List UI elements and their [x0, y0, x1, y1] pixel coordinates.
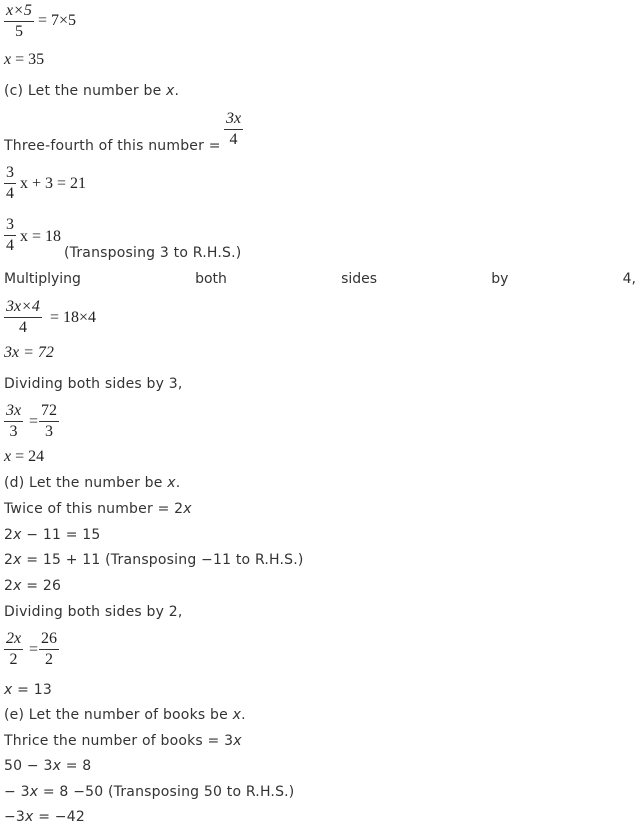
equation-e2: − 3x = 8 −50 (Transposing 50 to R.H.S.) [4, 784, 295, 800]
equation-rhs: = 7×5 [38, 12, 77, 29]
transposing-note: (Transposing 3 to R.H.S.) [64, 245, 242, 261]
fraction-3x-times-4-over-4: 3x×4 4 [6, 298, 40, 336]
equals-sign: = [29, 413, 39, 430]
dividing-by-3: Dividing both sides by 3, [4, 376, 183, 392]
numerator: x×5 [6, 2, 32, 19]
equation-x-13: x = 13 [4, 682, 52, 698]
denominator: 4 [229, 131, 238, 148]
multiplying-line: Multiplying both sides by 4, [4, 271, 636, 287]
twice-statement: Twice of this number = 2x [4, 501, 192, 517]
part-d-heading: (d) Let the number be x. [4, 475, 181, 491]
equation-rhs: x + 3 = 21 [20, 175, 87, 192]
equation-rhs: = 18×4 [50, 309, 97, 326]
equation-e3: −3x = −42 [4, 809, 85, 825]
fraction-2x-over-2: 2x 2 [6, 630, 22, 668]
part-e-heading: (e) Let the number of books be x. [4, 707, 246, 723]
fraction-3x-over-3: 3x 3 [6, 402, 22, 440]
equation-x-24: x = 24 [4, 448, 45, 465]
denominator: 5 [14, 23, 23, 40]
equation-rhs: x = 18 [20, 228, 62, 245]
equals-sign: = [29, 641, 39, 658]
dividing-by-2: Dividing both sides by 2, [4, 604, 183, 620]
equation-d1: 2x − 11 = 15 [4, 527, 101, 543]
equation-e1: 50 − 3x = 8 [4, 758, 92, 774]
fraction-26-over-2: 26 2 [41, 630, 57, 668]
part-c-heading: (c) Let the number be x. [4, 83, 180, 99]
fraction-3-over-4: 3 4 [6, 164, 14, 202]
fraction-3x-over-4 [224, 110, 243, 149]
fraction-x-times-5-over-5 [4, 2, 34, 41]
fraction-bar [224, 129, 243, 130]
three-fourth-statement: Three-fourth of this number = [4, 138, 221, 154]
equation-d2: 2x = 15 + 11 (Transposing −11 to R.H.S.) [4, 552, 304, 568]
equation-x-35: x = 35 [4, 51, 45, 68]
numerator: 3x [226, 110, 242, 127]
fraction-3-over-4: 3 4 [6, 216, 14, 254]
thrice-statement: Thrice the number of books = 3x [4, 733, 242, 749]
fraction-bar [4, 21, 34, 22]
equation-d3: 2x = 26 [4, 578, 62, 594]
equation-3x-72: 3x = 72 [4, 344, 54, 361]
fraction-72-over-3: 72 3 [41, 402, 57, 440]
